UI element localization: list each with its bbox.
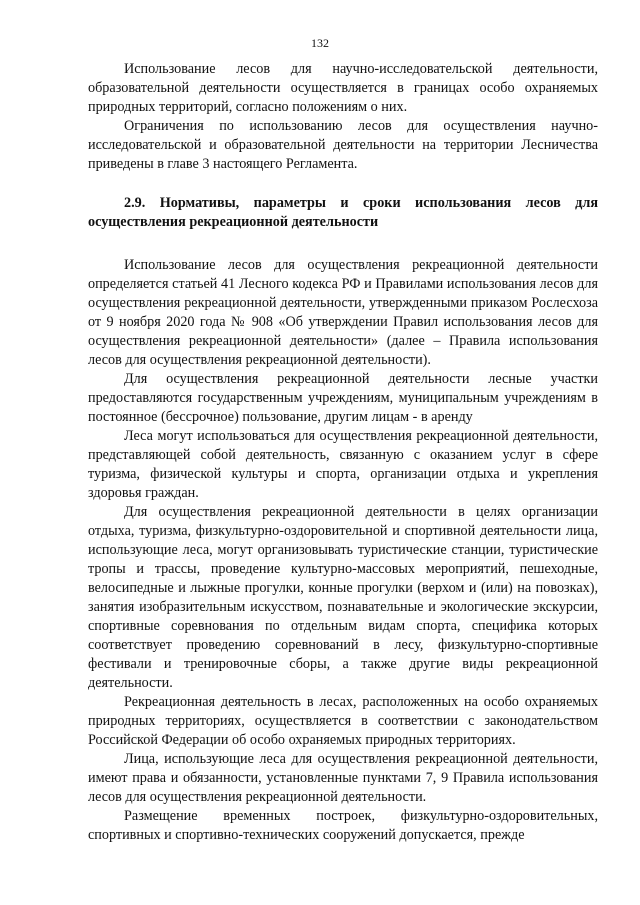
- paragraph-recreation-activities: Для осуществления рекреационной деятельности в целях организации отдыха, туризма, физкультурно-оздоровительной и спортивной деятельности лица, использующие леса, могут организовывать туристические станции, туристические тропы и трассы, проведение культурно-массовых мероприятий, пешеходные, велосипедные и лыжные прогулки, конные прогулки (верхом и (или) на повозках), занятия изобразительным искусством, познавательные и экологические экскурсии, спортивные соревнования по отдельным видам спорта, специфика которых соответствует проведению соревнований в лесу, физкультурно-спортивные фестивали и тренировочные сборы, а также другие виды рекреационной деятельности.: [88, 504, 598, 691]
- paragraph-recreation-provision: Для осуществления рекреационной деятельности лесные участки предоставляются государственным учреждениям, муниципальным учреждениям в постоянное (бессрочное) пользование, другим лицам - в аренду: [88, 371, 598, 425]
- paragraph-science-forest-use: Использование лесов для научно-исследовательской деятельности, образовательной деятельности осуществляется в границах особо охраняемых природных территорий, согласно положениям о них.: [88, 61, 598, 115]
- document-body: [88, 60, 598, 845]
- paragraph-rights-obligations: Лица, использующие леса для осуществления рекреационной деятельности, имеют права и обязанности, установленные пунктами 7, 9 Правила использования лесов для осуществления рекреационной деятельности.: [88, 751, 598, 805]
- paragraph-protected-territories: Рекреационная деятельность в лесах, расположенных на особо охраняемых природных территориях, осуществляется в соответствии с законодательством Российской Федерации об особо охраняемых природных территориях.: [88, 694, 598, 748]
- paragraph-temporary-structures: Размещение временных построек, физкультурно-оздоровительных, спортивных и спортивно-технических сооружений допускается, прежде: [88, 808, 598, 843]
- paragraph-recreation-legal-basis: Использование лесов для осуществления рекреационной деятельности определяется статьей 41 Лесного кодекса РФ и Правилами использования лесов для осуществления рекреационной деятельности, утвержденными приказом Рослесхоза от 9 ноября 2020 года № 908 «Об утверждении Правил использования лесов для осуществления рекреационной деятельности» (далее – Правила использования лесов для осуществления рекреационной деятельности).: [88, 257, 598, 368]
- paragraph-recreation-definition: Леса могут использоваться для осуществления рекреационной деятельности, представляющей собой деятельность, связанную с оказанием услуг в сфере туризма, физической культуры и спорта, организации отдыха и укрепления здоровья граждан.: [88, 428, 598, 501]
- paragraph-science-restrictions: Ограничения по использованию лесов для осуществления научно-исследовательской и образовательной деятельности на территории Лесничества приведены в главе 3 настоящего Регламента.: [88, 118, 598, 172]
- section-heading: 2.9. Нормативы, параметры и сроки использования лесов для осуществления рекреационной деятельности: [88, 195, 598, 230]
- page-number: 132: [311, 36, 329, 50]
